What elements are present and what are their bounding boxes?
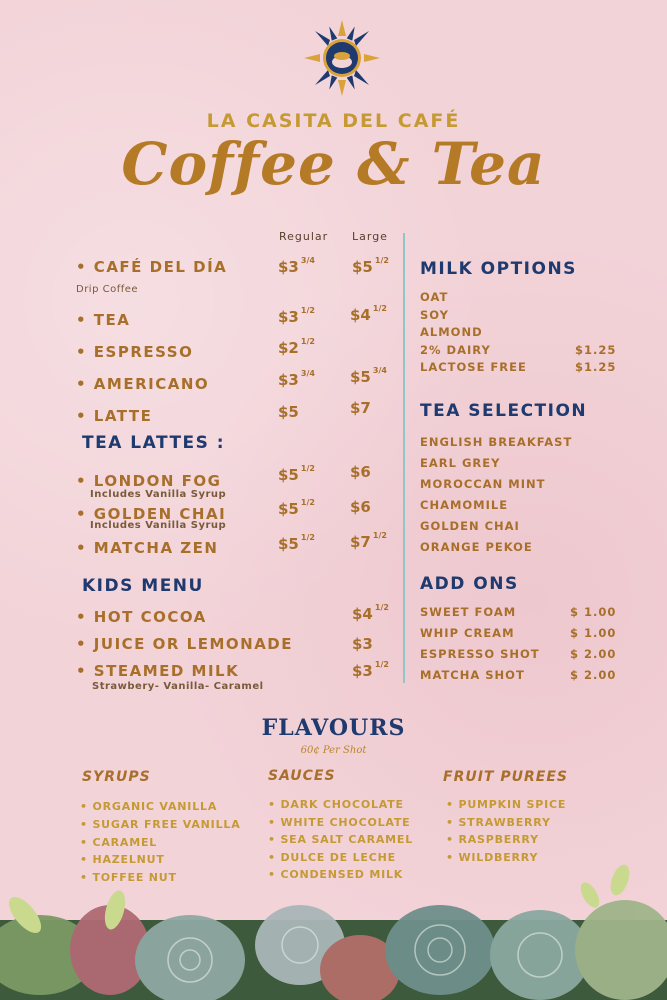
syrup-item: • SUGAR FREE VANILLA — [80, 818, 241, 831]
puree-item: • PUMPKIN SPICE — [446, 798, 567, 811]
brand-name: LA CASITA DEL CAFÉ — [206, 110, 461, 132]
puree-item: • WILDBERRY — [446, 851, 539, 864]
menu-item-sub: Strawbery- Vanilla- Caramel — [92, 681, 264, 692]
menu-item-london-fog: • LONDON FOG — [76, 472, 222, 490]
add-on-item: WHIP CREAM — [420, 626, 515, 640]
tea-option: EARL GREY — [420, 456, 501, 470]
price-large: $7 — [350, 399, 371, 417]
puree-item: • RASPBERRY — [446, 833, 539, 846]
tea-option: ENGLISH BREAKFAST — [420, 435, 573, 449]
add-on-price: $ 1.00 — [570, 605, 617, 619]
price-large: $4 $^{1/2}$ — [352, 603, 389, 623]
price-large: $5 $^{3/4}$ — [350, 366, 387, 386]
menu-item-latte: • LATTE — [76, 407, 153, 425]
regular-size-header: Regular — [279, 230, 329, 243]
add-on-price: $ 2.00 — [570, 647, 617, 661]
fruit-purees-heading: FRUIT PUREES — [443, 769, 568, 785]
price-regular: $5 — [278, 403, 299, 421]
price-large: $4 $^{1/2}$ — [350, 304, 387, 324]
column-divider — [403, 233, 405, 683]
price-regular: $2 $^{1/2}$ — [278, 337, 315, 357]
add-on-item: SWEET FOAM — [420, 605, 517, 619]
milk-price: $1.25 — [575, 360, 617, 374]
menu-item-golden-chai: • GOLDEN CHAI — [76, 505, 227, 523]
add-on-price: $ 2.00 — [570, 668, 617, 682]
menu-item-tea: • TEA — [76, 311, 131, 329]
sauce-item: • SEA SALT CARAMEL — [268, 833, 414, 846]
milk-option: LACTOSE FREE — [420, 360, 527, 374]
syrup-item: • TOFFEE NUT — [80, 871, 177, 884]
price-regular: $3 $^{1/2}$ — [278, 306, 315, 326]
milk-options-heading: MILK OPTIONS — [420, 259, 577, 279]
tea-option: MOROCCAN MINT — [420, 477, 546, 491]
milk-price: $1.25 — [575, 343, 617, 357]
milk-option: SOY — [420, 308, 449, 322]
syrups-heading: SYRUPS — [82, 769, 151, 785]
sauce-item: • CONDENSED MILK — [268, 868, 404, 881]
tea-option: CHAMOMILE — [420, 498, 509, 512]
menu-item-sub: Includes Vanilla Syrup — [90, 520, 227, 531]
tea-option: ORANGE PEKOE — [420, 540, 533, 554]
syrup-item: • CARAMEL — [80, 836, 158, 849]
milk-option: 2% DAIRY — [420, 343, 491, 357]
sauce-item: • DULCE DE LECHE — [268, 851, 396, 864]
price-large: $5 $^{1/2}$ — [352, 256, 389, 276]
menu-item-espresso: • ESPRESSO — [76, 343, 194, 361]
milk-option: OAT — [420, 290, 449, 304]
puree-item: • STRAWBERRY — [446, 816, 551, 829]
price-large: $6 — [350, 498, 371, 516]
add-ons-heading: ADD ONS — [420, 574, 519, 594]
menu-item-hot-cocoa: • HOT COCOA — [76, 608, 207, 626]
price-large: $7 $^{1/2}$ — [350, 531, 387, 551]
sauces-heading: SAUCES — [268, 768, 336, 784]
price-large: $3 — [352, 635, 373, 653]
price-regular: $5 $^{1/2}$ — [278, 498, 315, 518]
price-large: $6 — [350, 463, 371, 481]
menu-item-steamed-milk: • STEAMED MILK — [76, 662, 240, 680]
flavours-price: 60¢ Per Shot — [300, 745, 367, 756]
menu-item-cafe-del-dia: • CAFÉ DEL DÍA — [76, 258, 228, 276]
add-on-item: ESPRESSO SHOT — [420, 647, 540, 661]
menu-item-sub: Includes Vanilla Syrup — [90, 489, 227, 500]
sauce-item: • DARK CHOCOLATE — [268, 798, 404, 811]
syrup-item: • HAZELNUT — [80, 853, 165, 866]
menu-item-matcha-zen: • MATCHA ZEN — [76, 539, 219, 557]
kids-menu-heading: KIDS MENU — [82, 576, 204, 596]
page-title: Coffee & Tea — [121, 130, 546, 198]
price-regular: $3 $^{3/4}$ — [278, 256, 315, 276]
tea-option: GOLDEN CHAI — [420, 519, 520, 533]
flavours-heading: FLAVOURS — [261, 715, 406, 741]
price-regular: $5 $^{1/2}$ — [278, 464, 315, 484]
price-regular: $5 $^{1/2}$ — [278, 533, 315, 553]
tea-selection-heading: TEA SELECTION — [420, 401, 588, 421]
menu-item-juice-or-lemonade: • JUICE OR LEMONADE — [76, 635, 293, 653]
menu-item-americano: • AMERICANO — [76, 375, 210, 393]
milk-option: ALMOND — [420, 325, 483, 339]
sauce-item: • WHITE CHOCOLATE — [268, 816, 411, 829]
sun-cup-logo-icon — [302, 18, 382, 98]
add-on-price: $ 1.00 — [570, 626, 617, 640]
succulents-decoration-icon — [0, 860, 667, 1000]
price-regular: $3 $^{3/4}$ — [278, 369, 315, 389]
price-large: $3 $^{1/2}$ — [352, 660, 389, 680]
syrup-item: • ORGANIC VANILLA — [80, 800, 218, 813]
menu-item-sub: Drip Coffee — [76, 284, 139, 295]
large-size-header: Large — [352, 230, 388, 243]
add-on-item: MATCHA SHOT — [420, 668, 525, 682]
tea-lattes-heading: TEA LATTES : — [82, 433, 226, 453]
